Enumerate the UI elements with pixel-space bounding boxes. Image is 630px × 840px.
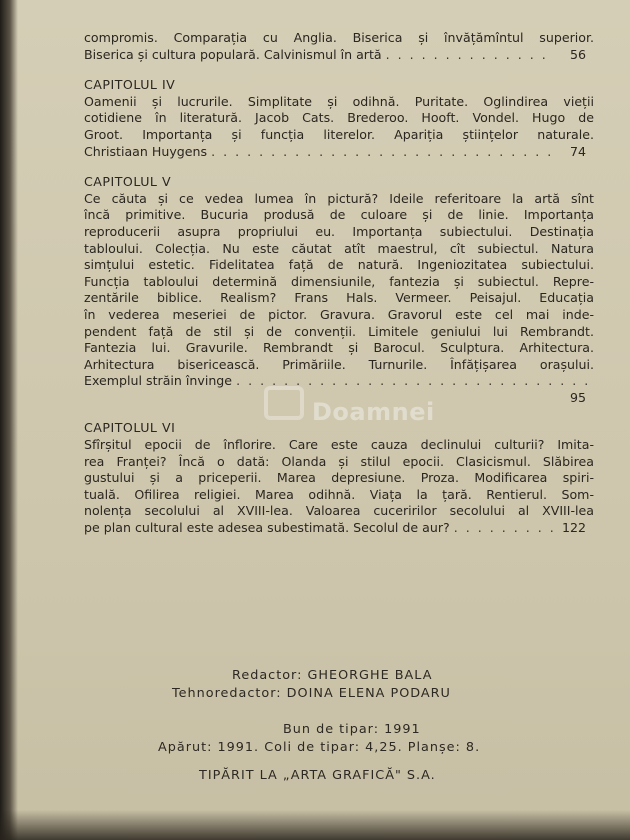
- toc-line: Sfîrșitul epocii de înflorire. Care este cauza declinului culturii? Imita-: [84, 437, 594, 453]
- colophon-bun-de-tipar: Bun de tipar: 1991: [283, 722, 421, 737]
- toc-line: Arhitectura bisericească. Primăriile. Turnurile. Înfățișarea orașului.: [84, 356, 594, 372]
- toc-line: compromis. Comparația cu Anglia. Biserica și învățămîntul superior.: [84, 30, 594, 45]
- colophon-tehnoredactor: Tehnoredactor: DOINA ELENA PODARU: [172, 686, 451, 701]
- page-number: 56: [569, 46, 586, 62]
- toc-entry-last-line: [84, 520, 594, 537]
- leader-dots: [211, 144, 554, 161]
- toc-line: rea Franței? Încă o dată: Olanda și stilul epocii. Clasicismul. Slăbirea: [84, 453, 594, 469]
- watermark: Doamnei: [312, 398, 435, 426]
- toc-entry-last-line: [84, 47, 594, 64]
- bottom-shadow: [0, 810, 630, 840]
- toc-line: gustului și a priceperii. Marea depresiune. Proza. Modificarea spiri-: [84, 470, 594, 486]
- toc-line: Oamenii și lucrurile. Simplitate și odihnă. Puritate. Oglindirea vieții: [84, 93, 594, 109]
- page-number: 122: [561, 520, 586, 536]
- page-number: 74: [569, 143, 586, 159]
- toc-line: simțului estetic. Fidelitatea față de natură. Ingeniozitatea subiectului.: [84, 257, 594, 273]
- toc-line: în vederea meseriei de pictor. Gravura. Gravorul este cel mai inde-: [84, 306, 594, 322]
- toc-line: Groot. Importanța și funcția literelor. Apariția științelor naturale.: [84, 126, 594, 142]
- table-of-contents: [84, 30, 594, 537]
- colophon-redactor: Redactor: GHEORGHE BALA: [232, 668, 433, 683]
- leader-dots: [386, 47, 554, 64]
- chapter-heading: CAPITOLUL VI: [84, 420, 176, 436]
- colophon-printer: TIPĂRIT LA „ARTA GRAFICĂ" S.A.: [199, 768, 436, 783]
- toc-line: Fantezia lui. Gravurile. Rembrandt și Barocul. Sculptura. Arhitectura.: [84, 340, 594, 356]
- toc-entry-last-line: [84, 373, 594, 390]
- toc-line: cotidiene în literatură. Jacob Cats. Brederoo. Hooft. Vondel. Hugo de: [84, 110, 594, 126]
- toc-line: Funcția tabloului determină dimensiunile, fantezia și subiectul. Repre-: [84, 273, 594, 289]
- page-number: 95: [569, 389, 586, 405]
- toc-line: Biserica și cultura populară. Calvinismul în artă: [84, 46, 382, 62]
- leader-dots: [454, 520, 554, 537]
- toc-line: pe plan cultural este adesea subestimată. Secolul de aur?: [84, 520, 450, 536]
- colophon-aparut: Apărut: 1991. Coli de tipar: 4,25. Planșe: 8.: [158, 740, 481, 755]
- chapter-heading: CAPITOLUL IV: [84, 77, 176, 93]
- toc-line: reproducerii asupra propriului eu. Importanța subiectului. Destinația: [84, 223, 594, 239]
- binding-shadow: [0, 0, 18, 840]
- toc-entry-last-line: [84, 144, 594, 161]
- watermark-logo-icon: [264, 386, 304, 420]
- toc-line: încă primitive. Bucuria produsă de culoare și de linie. Importanța: [84, 207, 594, 223]
- toc-line: nolența secolului al XVIII-lea. Valoarea cuceririlor secolului al XVIII-lea: [84, 503, 594, 519]
- toc-line: tabloului. Colecția. Nu este căutat atît maestrul, cît subiectul. Natura: [84, 240, 594, 256]
- toc-line: Exemplul străin învinge: [84, 373, 233, 389]
- toc-line: zentările biblice. Realism? Frans Hals. Vermeer. Peisajul. Educația: [84, 290, 594, 306]
- toc-line: Ce căuta și ce vedea lumea în pictură? Ideile referitoare la artă sînt: [84, 190, 594, 206]
- toc-line: Christiaan Huygens: [84, 143, 208, 159]
- toc-line: pendent față de stil și de convenții. Limitele geniului lui Rembrandt.: [84, 323, 594, 339]
- chapter-heading: CAPITOLUL V: [84, 174, 172, 190]
- toc-line: tuală. Ofilirea religiei. Marea odihnă. Viața la țară. Rentierul. Som-: [84, 486, 594, 502]
